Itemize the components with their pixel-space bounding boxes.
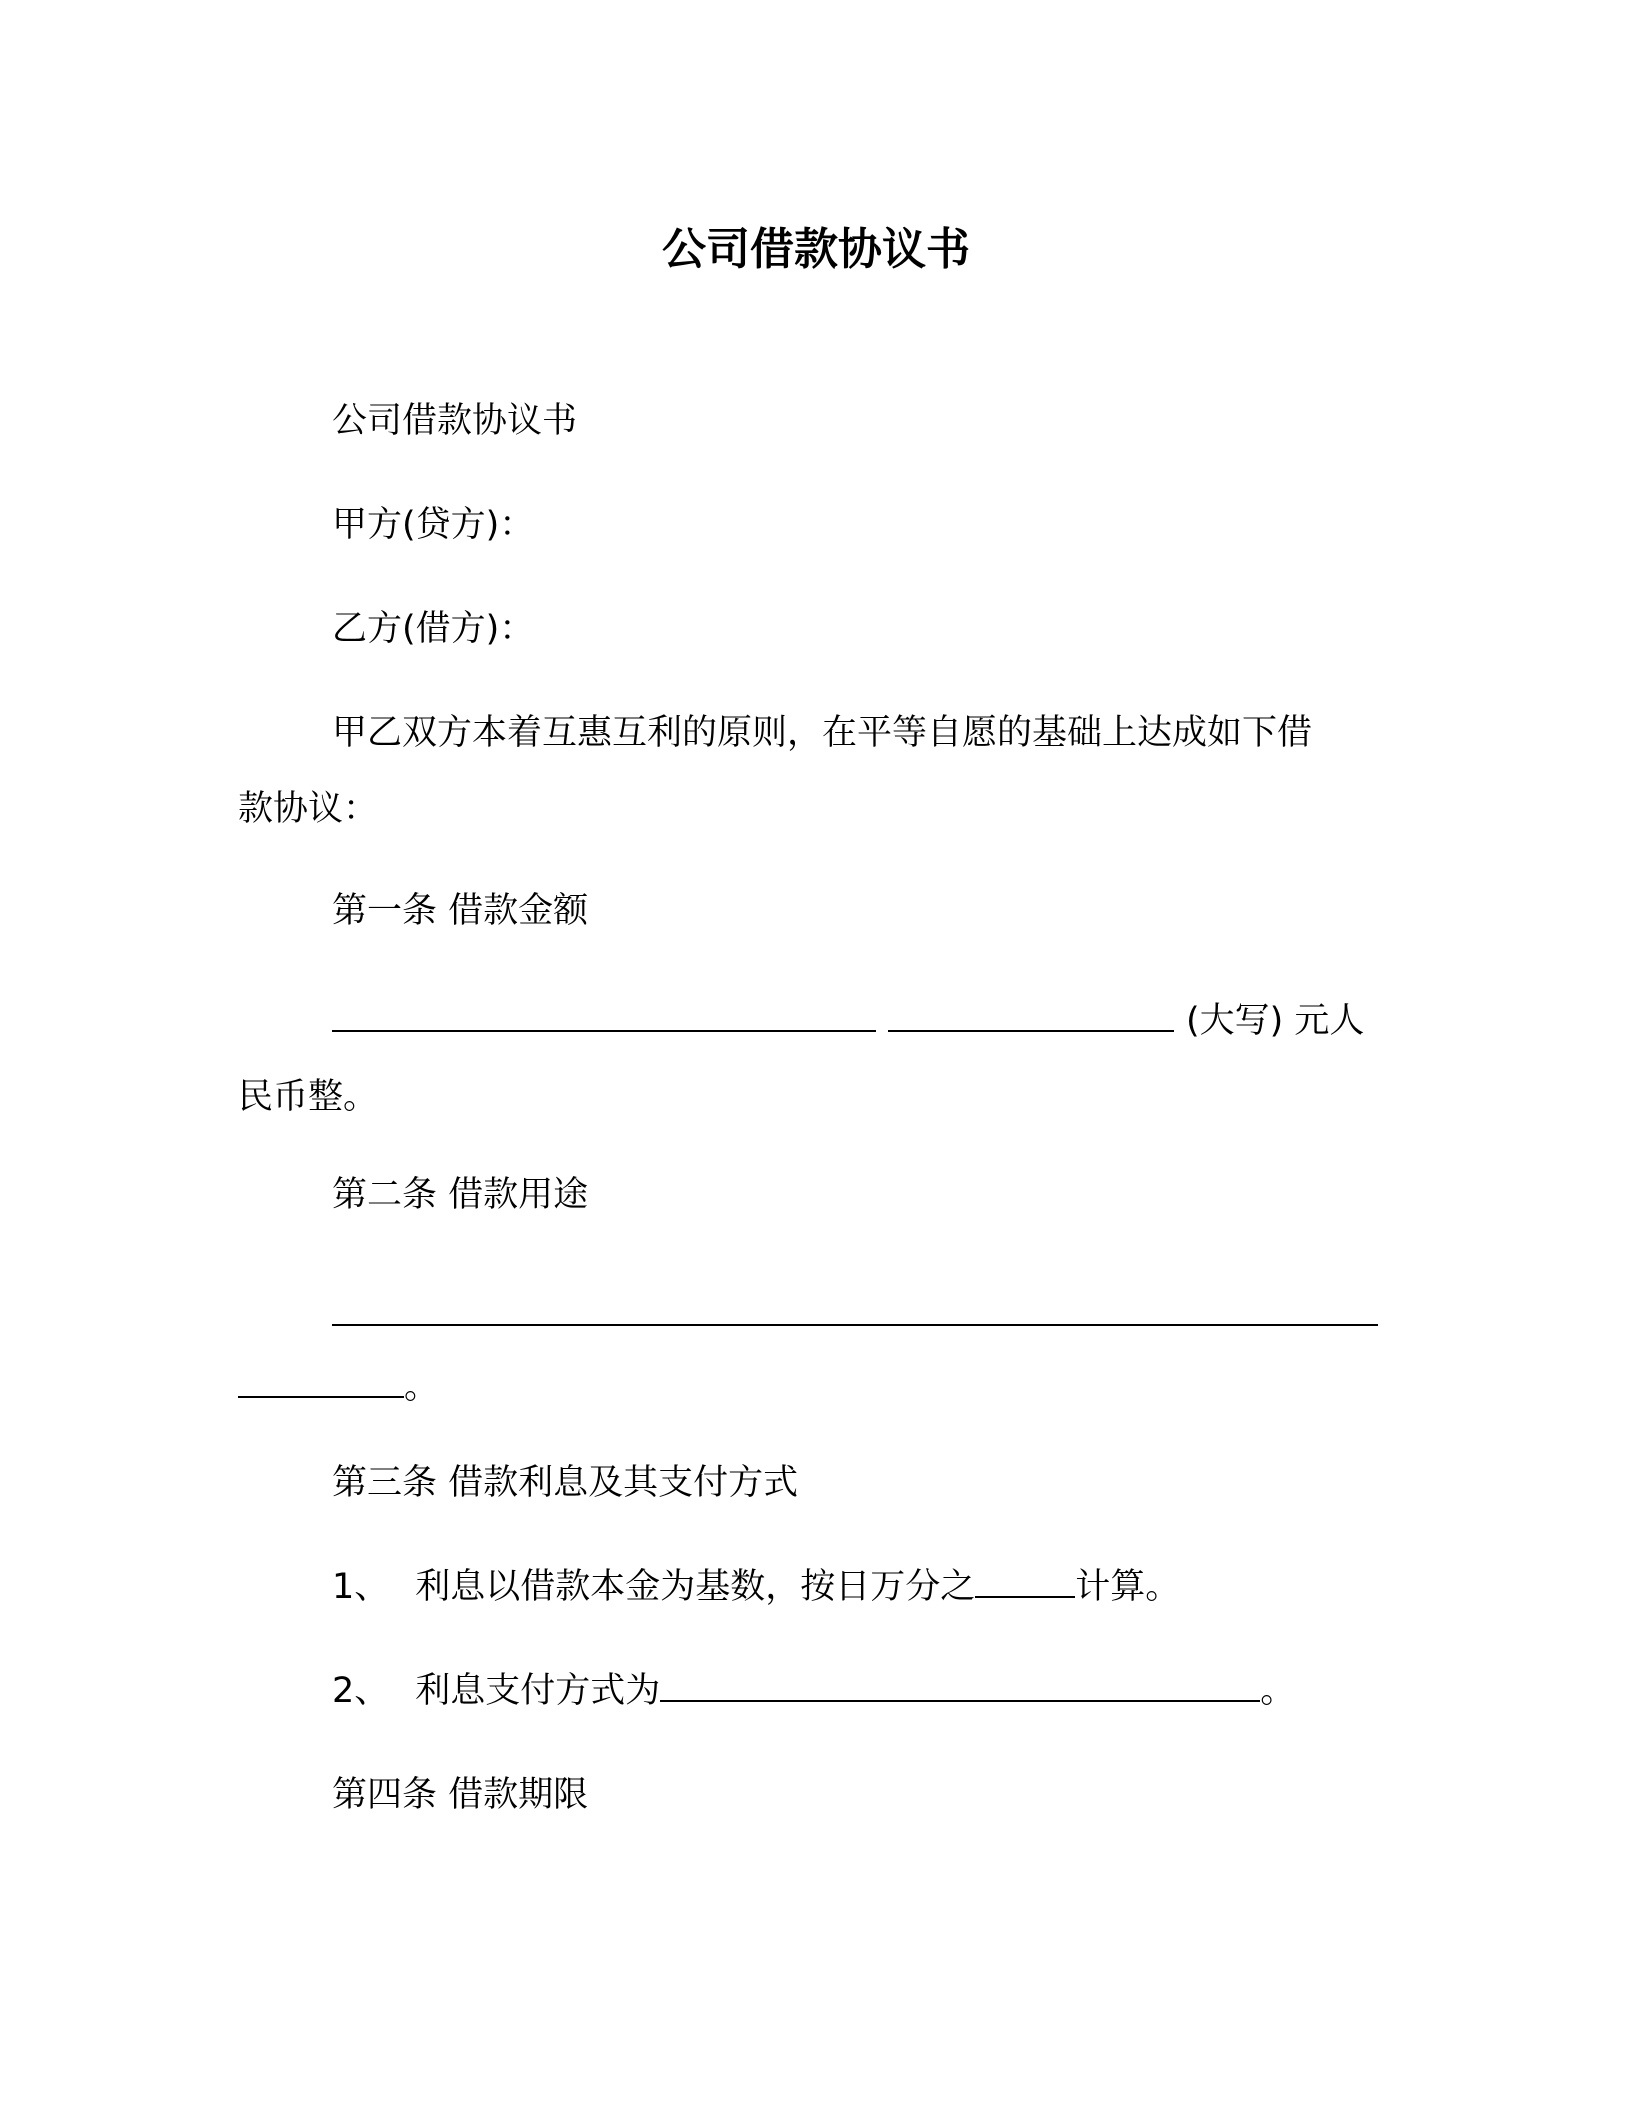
item1-suffix: 计算。: [1075, 1567, 1181, 1607]
article2-heading: 第二条 借款用途: [332, 1175, 589, 1215]
document-subtitle: 公司借款协议书: [332, 401, 578, 441]
item2-prefix: 利息支付方式为: [415, 1671, 661, 1711]
article3-heading: 第三条 借款利息及其支付方式: [332, 1463, 799, 1503]
article2-purpose-line2: [238, 1364, 439, 1410]
article1-heading: 第一条 借款金额: [332, 891, 589, 931]
article3-item2: [332, 1668, 1295, 1714]
interest-rate-blank: [975, 1566, 1075, 1598]
article3-item1: [332, 1564, 1180, 1610]
article4-heading: 第四条 借款期限: [332, 1775, 589, 1815]
intro-paragraph-line2: 款协议：: [238, 789, 379, 829]
party-a-label: 甲方(贷方)：: [332, 505, 535, 545]
item2-suffix: 。: [1260, 1671, 1296, 1711]
purpose-blank-line1: [332, 1324, 1378, 1326]
intro-paragraph-line1: 甲乙双方本着互惠互利的原则，在平等自愿的基础上达成如下借: [332, 713, 1313, 753]
document-title: 公司借款协议书: [662, 224, 970, 275]
amount-figures-blank: [332, 1000, 876, 1032]
amount-suffix: (大写) 元人: [1186, 1001, 1365, 1041]
purpose-end-mark: 。: [404, 1367, 440, 1407]
item2-number: 2、: [332, 1671, 390, 1711]
article1-amount-line2: 民币整。: [238, 1077, 379, 1117]
party-b-label: 乙方(借方)：: [332, 609, 535, 649]
article1-amount-line: [332, 998, 1364, 1044]
purpose-blank-line2: [238, 1366, 404, 1398]
item1-prefix: 利息以借款本金为基数，按日万分之: [415, 1567, 976, 1607]
payment-method-blank: [660, 1670, 1260, 1702]
item1-number: 1、: [332, 1567, 390, 1607]
amount-words-blank: [888, 1000, 1174, 1032]
